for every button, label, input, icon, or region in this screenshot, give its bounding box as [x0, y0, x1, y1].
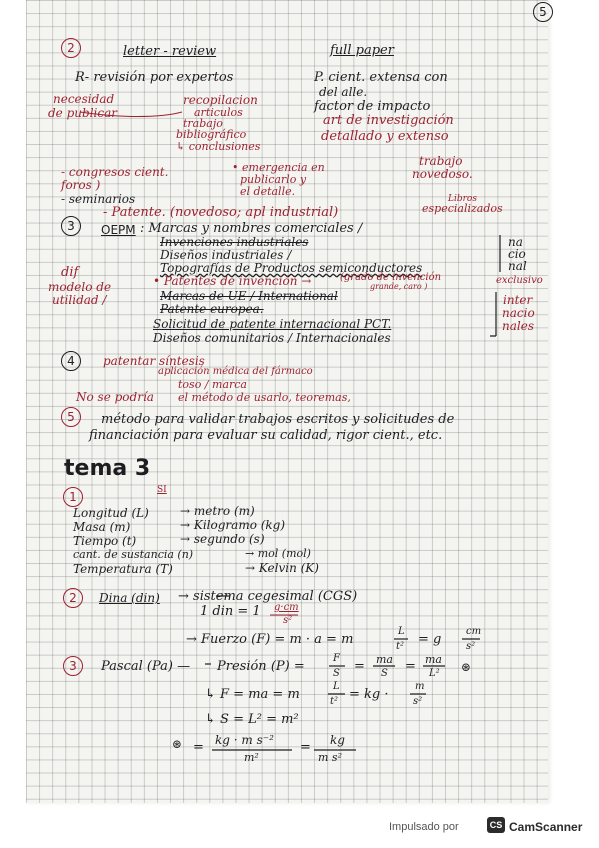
powered-by-text: Impulsado por	[389, 821, 459, 833]
grado-invencion: (grado de invención	[340, 272, 442, 283]
review-line: R- revisión por expertos	[75, 70, 234, 85]
item-5-number: 5	[61, 407, 81, 427]
p-eq3: =	[405, 659, 416, 674]
f-l: L	[333, 681, 340, 692]
p-s2: S	[381, 668, 388, 679]
full-paper-line-3: factor de impacto	[314, 99, 431, 114]
row-5-unit: → Kelvin (K)	[245, 561, 319, 575]
red-recopilacion: recopilacion	[183, 93, 258, 107]
emergencia-1: • emergencia en	[232, 161, 325, 174]
item-4-line-2: aplicación médica del fármaco	[158, 366, 313, 377]
p-ma2: ma	[425, 653, 442, 666]
red-articulos: articulos	[194, 106, 243, 119]
cgs: → sistema cegesimal (CGS)	[178, 589, 358, 604]
row-1-unit: → metro (m)	[180, 504, 255, 518]
dif: dif	[61, 265, 79, 280]
utilidad: utilidad /	[52, 293, 107, 307]
final-den: m²	[244, 751, 259, 764]
tema-item-1-number: 1	[63, 487, 83, 507]
especializados: especializados	[422, 202, 503, 215]
item-5-line-2: financiación para evaluar su calidad, rigor cient., etc.	[89, 428, 443, 443]
full-paper-title: full paper	[330, 43, 394, 58]
internacional-3: nales	[502, 319, 534, 333]
final-num: kg · m s⁻²	[215, 733, 274, 747]
tema-item-2-number: 2	[63, 588, 83, 608]
fuerza-unit-num: cm	[466, 626, 482, 637]
tema-title: tema 3	[64, 456, 151, 481]
letter-review-title: letter - review	[123, 44, 217, 59]
item-4-line-4b: el método de usarlo, teoremas,	[178, 391, 351, 404]
emergencia-3: el detalle.	[240, 185, 296, 198]
item-4-line-3: toso / marca	[178, 378, 247, 391]
exclusivo: exclusivo	[496, 275, 543, 286]
row-2-unit: → Kilogramo (kg)	[180, 518, 286, 532]
final-den2: m s²	[318, 751, 342, 764]
p-ma: ma	[376, 653, 393, 666]
fuerza-eq: = g	[418, 632, 442, 647]
oepm: OEPM	[101, 223, 136, 237]
row-4-unit: → mol (mol)	[245, 547, 311, 560]
oepm-line-2: Invenciones industriales	[160, 235, 309, 249]
f-t2: t²	[330, 696, 339, 707]
oepm-line-4: Topografías de Productos semiconductores	[160, 261, 423, 275]
fuerza-frac-den: t²	[396, 641, 405, 652]
red-necesidad: necesidad	[53, 92, 115, 106]
din-num: g·cm	[274, 602, 299, 613]
s-line: ↳ S = L² = m²	[205, 712, 299, 727]
internacional-bracket	[490, 292, 496, 336]
f-eq: = kg ·	[349, 687, 389, 702]
nacional-1: na	[508, 235, 523, 249]
red-conclusiones: ↳ conclusiones	[176, 140, 261, 153]
dina: Dina (din)	[99, 591, 160, 605]
final-num2: kg	[330, 733, 345, 747]
foros: foros )	[61, 178, 101, 192]
red-art-investigacion: art de investigación	[323, 113, 454, 128]
oepm-line-8: Solicitud de patente internacional PCT.	[153, 317, 392, 331]
modelo-de: modelo de	[48, 280, 112, 294]
trabajo-novedoso-2: novedoso.	[412, 167, 473, 181]
final-eq: =	[193, 740, 204, 755]
fuerza-line: → Fuerzo (F) = m · a = m	[186, 632, 354, 647]
oepm-line-1: : Marcas y nombres comerciales /	[140, 221, 363, 236]
oepm-line-6: Marcas de UE / International	[160, 289, 338, 303]
red-bibliografico: bibliográfico	[176, 128, 247, 141]
red-trabajo: trabajo	[183, 117, 223, 130]
p-f: F	[333, 653, 340, 664]
nacional-2: cio	[508, 247, 526, 261]
f-line: ↳ F = ma = m	[205, 687, 300, 702]
item-4-number: 4	[61, 351, 81, 371]
emergencia-2: publicarlo y	[240, 173, 307, 186]
trabajo-novedoso-1: trabajo	[419, 154, 463, 168]
tema-item-3-number: 3	[63, 656, 83, 676]
full-paper-line-1: P. cient. extensa con	[314, 70, 448, 85]
row-3-name: Tiempo (t)	[73, 534, 137, 548]
red-detallado: detallado y extenso	[321, 129, 449, 144]
libros: Libros	[448, 194, 477, 204]
row-1-name: Longitud (L)	[73, 506, 149, 520]
pascal: Pascal (Pa) —	[101, 659, 191, 674]
oepm-line-3: Diseños industriales /	[160, 248, 292, 262]
f-s2: s²	[413, 696, 423, 707]
f-m: m	[415, 681, 425, 692]
item-5-line-1: método para validar trabajos escritos y solicitudes de	[101, 412, 455, 427]
star-mark: ⊛	[461, 660, 472, 674]
oepm-line-9: Diseños comunitarios / Internacionales	[153, 331, 391, 345]
nacional-3: nal	[508, 259, 527, 273]
red-publicar: de publicar	[48, 106, 117, 120]
din-eq: 1 din = 1	[200, 604, 261, 619]
din-den: s²	[283, 615, 293, 626]
congresos: - congresos cient.	[61, 165, 169, 179]
oepm-line-5: • Patentes de invención →	[153, 274, 312, 288]
page-number: 5	[533, 2, 553, 22]
item-4-line-4: No se podría	[76, 390, 154, 404]
p-eq2: =	[354, 659, 365, 674]
item-4-line-1: patentar síntesis	[103, 354, 205, 368]
row-3-unit: → segundo (s)	[180, 532, 265, 546]
oepm-line-7: Patente europea.	[160, 302, 264, 316]
seminarios: - seminarios	[61, 192, 136, 206]
p-s: S	[333, 668, 340, 679]
internacional-2: nacio	[502, 306, 535, 320]
si-header: SI	[157, 485, 167, 495]
camscanner-logo-icon: CS	[487, 817, 505, 833]
row-2-name: Masa (m)	[73, 520, 131, 534]
row-5-name: Temperatura (T)	[73, 562, 173, 576]
fuerza-frac-num: L	[398, 626, 405, 637]
final-star: ⊛	[172, 737, 183, 751]
item-2-number: 2	[61, 38, 81, 58]
row-4-name: cant. de sustancia (n)	[73, 548, 194, 561]
p-l2: L²	[429, 668, 440, 679]
item-3-number: 3	[61, 216, 81, 236]
grande-caro: grande, caro )	[370, 282, 428, 291]
camscanner-name: CamScanner	[509, 820, 583, 834]
fuerza-unit-den: s²	[466, 641, 476, 652]
patente-line: - Patente. (novedoso; apl industrial)	[103, 205, 339, 220]
full-paper-line-2: del alle.	[319, 85, 368, 99]
internacional-1: inter	[503, 293, 533, 307]
final-eq2: =	[300, 740, 311, 755]
presion: Presión (P) =	[217, 659, 305, 674]
